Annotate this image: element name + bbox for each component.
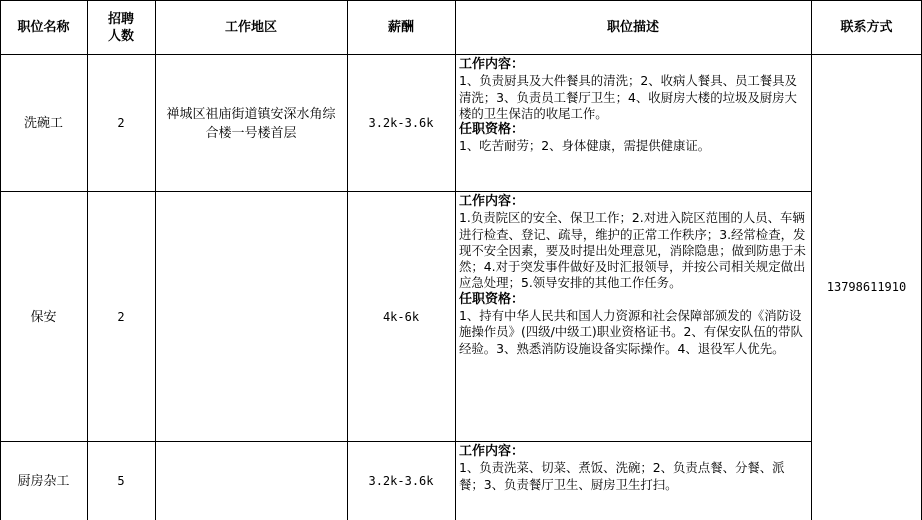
- row2-count: [87, 192, 155, 442]
- header-title: [0, 0, 87, 55]
- header-description-text: 职位描述: [606, 20, 659, 35]
- row1-salary: [347, 55, 455, 192]
- row2-location: [155, 192, 347, 442]
- row2-content-text: 1.负责院区的安全、保卫工作；2.对进入院区范围的人员、车辆进行检查、登记、疏导，维护的正常工作秩序；3.经常检查，发现不安全因素，要及时提出处理意见，消除隐患；做到防患于未然；4.对于突发事件做好及时汇报领导，并按公司相关规定做出应急处理；5.领导安排的其他工作任务。: [459, 210, 806, 291]
- row2-count-text: 2: [117, 309, 125, 324]
- row2-description: [455, 192, 811, 442]
- row1-salary-text: 3.2k-3.6k: [368, 116, 434, 130]
- grid-line-header-bottom: [0, 54, 922, 55]
- grid-line-row2-bottom: [0, 441, 811, 442]
- row3-count-text: 5: [117, 473, 125, 488]
- header-title-text: 职位名称: [17, 20, 70, 35]
- header-count-text: 招聘人数: [107, 11, 134, 44]
- row1-count: [87, 55, 155, 192]
- row1-count-text: 2: [117, 116, 125, 130]
- row3-location: [155, 442, 347, 520]
- contact-phone-text: 13798611910: [826, 280, 907, 294]
- contact-phone: [811, 55, 922, 520]
- grid-line-col1: [87, 0, 88, 520]
- row2-salary-text: 4k-6k: [382, 309, 420, 324]
- row2-title-text: 保安: [30, 309, 57, 325]
- grid-line-left: [0, 0, 1, 520]
- header-count: [87, 0, 155, 55]
- row1-title: [0, 55, 87, 192]
- row2-content-heading: 工作内容：: [459, 194, 525, 209]
- row3-salary-text: 3.2k-3.6k: [368, 473, 434, 488]
- grid-line-row1-bottom: [0, 191, 811, 192]
- grid-line-col5: [811, 0, 812, 520]
- row3-salary: [347, 442, 455, 520]
- row1-location: [155, 55, 347, 192]
- row1-req-heading: 任职资格：: [459, 122, 525, 138]
- header-location: [155, 0, 347, 55]
- row3-count: [87, 442, 155, 520]
- row3-title: [0, 442, 87, 520]
- row1-content-text: 1、负责厨具及大件餐具的清洗；2、收病人餐具、员工餐具及清洗；3、负责员工餐厅卫生；4、收厨房大楼的垃圾及厨房大楼的卫生保洁的收尾工作。: [459, 73, 797, 121]
- row2-salary: [347, 192, 455, 442]
- row2-req-text: 1、持有中华人民共和国人力资源和社会保障部颁发的《消防设施操作员》(四级/中级工)职业资格证书。2、有保安队伍的带队经验。3、熟悉消防设施设备实际操作。4、退役军人优先。: [459, 308, 803, 356]
- row1-location-text: 禅城区祖庙街道镇安深水角综合楼一号楼首层: [166, 106, 336, 141]
- header-description: [455, 0, 811, 55]
- header-contact-text: 联系方式: [840, 20, 893, 35]
- row3-title-text: 厨房杂工: [17, 473, 70, 489]
- row1-description: [455, 55, 811, 192]
- row2-title: [0, 192, 87, 442]
- grid-line-col3: [347, 0, 348, 520]
- row3-description: [455, 442, 811, 520]
- row1-title-text: 洗碗工: [23, 116, 63, 131]
- row1-content-heading: 工作内容：: [459, 57, 525, 72]
- row2-req-heading: 任职资格：: [459, 291, 525, 307]
- header-location-text: 工作地区: [224, 20, 277, 35]
- header-salary: [347, 0, 455, 55]
- row3-content-heading: 工作内容：: [459, 444, 525, 459]
- grid-line-col2: [155, 0, 156, 520]
- row1-req-text: 1、吃苦耐劳；2、身体健康，需提供健康证。: [459, 138, 711, 154]
- header-contact: [811, 0, 922, 55]
- grid-line-top: [0, 0, 922, 1]
- row3-content-text: 1、负责洗菜、切菜、煮饭、洗碗；2、负责点餐、分餐、派餐；3、负责餐厅卫生、厨房卫生打扫。: [459, 460, 785, 492]
- grid-line-col4: [455, 0, 456, 520]
- header-salary-text: 薪酬: [387, 20, 414, 35]
